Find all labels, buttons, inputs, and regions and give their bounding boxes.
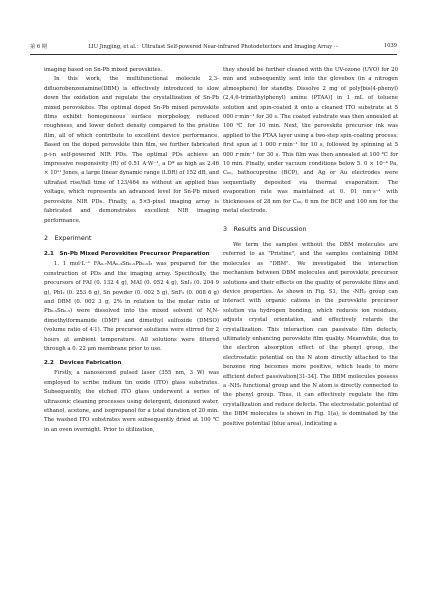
fabrication-paragraph: Firstly, a nanosecond pulsed laser (355 nm, 3 W) was employed to scribe indium tin oxide (ITO) glass substrates. Subsequently, the etched ITO glass underwent a series of ultrasonic cleaning processes using detergent, deionized water, ethanol, acetone, and isopropanol for a total duration of 20 min. The washed ITO substrates were subsequently dried at 100 ℃ in an oven overnight. Prior to utilization,: [44, 370, 219, 433]
subsection-heading-precursor: 2.1 Sn-Pb Mixed Perovskites Precursor Preparation: [44, 251, 210, 258]
fabrication-paragraph-continued: they should be further cleaned with the UV-ozone (UVO) for 20 min and subsequently sent into the glovebox (in a nitrogen atmosphere) for standby. Dissolve 2 mg of poly[bis(4-phenyl)(2,4,6-trimethylphenyl) amine (PTAA)] in 1 mL of toluene solution and spin-coated it onto a cleaned ITO substrate at 5 000 r·min⁻¹ for 30 s. The coated substrate was then annealed at 100 ℃ for 10 min. Next, the perovskite precursor ink was applied to the PTAA layer using a two-step spin-coating process: first spun at 1 000 r·min⁻¹ for 10 s, followed by spinning at 5 000 r·min⁻¹ for 30 s. This film was then annealed at 100 ℃ for 10 min. Finally, under vacuum conditions below 5. 0 × 10⁻⁴ Pa, C₆₀, bathocuproine (BCP), and Ag or Au electrodes were sequentially deposited via thermal evaporation. The evaporation rate was maintained at 0. 01 nm·s⁻¹ with thicknesses of 28 nm for C₆₀, 6 nm for BCP, and 100 nm for the metal electrode.: [223, 67, 398, 215]
issue-label: 第 6 期: [30, 43, 47, 50]
section-heading-results: 3 Results and Discussion: [223, 224, 307, 233]
section-heading-experiment: 2 Experiment: [44, 233, 92, 242]
intro-paragraph-end: imaging based on Sn-Pb mixed perovskites.: [44, 67, 163, 73]
precursor-paragraph: 1. 1 mol·L⁻¹ FA₀.₇MA₀.₃Sn₀.₅Pb₀.₅I₃ was prepared for the construction of PDs and the imaging array. Specifically, the precursors of FAI (0. 132 4 g), MAI (0. 052 4 g), SnI₂ (0. 204 9 g), PbI₂ (0. 253 6 g), Sn powder (0. 002 5 g), SnF₂ (0. 008 6 g) and DBM (0. 002 3 g, 2% in relation to the molar ratio of Pb₀.₅Sn₀.₅) were dissolved into the mixed solvent of N,N-dimethylformamide (DMF) and dimethyl sulfoxide (DMSO) (volume ratio of 4∶1). The precursor solutions were stirred for 2 hours at ambient temperature. All solutions were filtered through a 0. 22 μm membrane prior to use.: [44, 261, 219, 352]
subsection-heading-fabrication: 2.2 Devices Fabrication: [44, 360, 122, 367]
left-column: [44, 66, 219, 435]
running-title: LIU Jingjing, et al.：Ultrafast Self-powered Near-infrared Photodetectors and Imaging Array ···: [88, 43, 339, 50]
results-paragraph: We term the samples without the DBM molecules are referred to as "Pristine", and the samples containing DBM molecules as "DBM". We investigated the interaction mechanism between DBM molecules and perovskite precursor solutions and their effects on the quality of perovskite films and device properties. As shown in Fig. S1, the -NH₂ group can interact with organic cations in the perovskite precursor solution via hydrogen bonding, which reduces ion residues, adjusts crystal orientation, and effectively retards the crystallization. This interaction can passivate film defects, ultimately enhancing perovskite film quality. Meanwhile, due to the electron absorption effect of the phenyl group, the electrostatic potential on the N atom directly attached to the benzene ring becomes more positive, which leads to more efficient defect passivation[31-34]. The DBM molecules possess a -NH₂ functional group and the N atom is directly connected to the phenyl group. Thus, it can effectively regulate the film crystallization and reduce defects. The electrostatic potential of the DBM molecules is shown in Fig. 1(a), is dominated by the positive potential (blue area), indicating a: [223, 241, 398, 427]
intro-paragraph: In this work, the multifunctional molecule 2,3-difluorobenzenamine(DBM) is effectively introduced to slow down the oxidation and regulate the crystallization of Sn-Pb mixed perovskites. The optimal doped Sn-Pb mixed perovskite films exhibit homogeneous surface morphology, reduced roughness, and lower defect density compared to the pristine film, all of which contribute to excellent device performance. Based on the doped perovskite thin film, we further fabricated p-i-n self-powered NIR PDs. The optimal PDs achieve an impressive responsivity (R) of 0.51 A·W⁻¹, a D* as high as 2.46 × 10¹¹ Jones, a large linear dynamic range (LDR) of 152 dB, and ultrafast rise/fall time of 123/464 ns without an applied bias voltage, which represents an advanced level for Sn-Pb mixed perovskite NIR PDs. Finally, a 5×5-pixel imaging array is fabricated and demonstrates excellent NIR imaging performance.: [44, 76, 219, 224]
running-header: [30, 40, 397, 52]
page-number: 1039: [383, 43, 397, 49]
right-column: [223, 66, 398, 429]
header-rule: [30, 54, 397, 55]
